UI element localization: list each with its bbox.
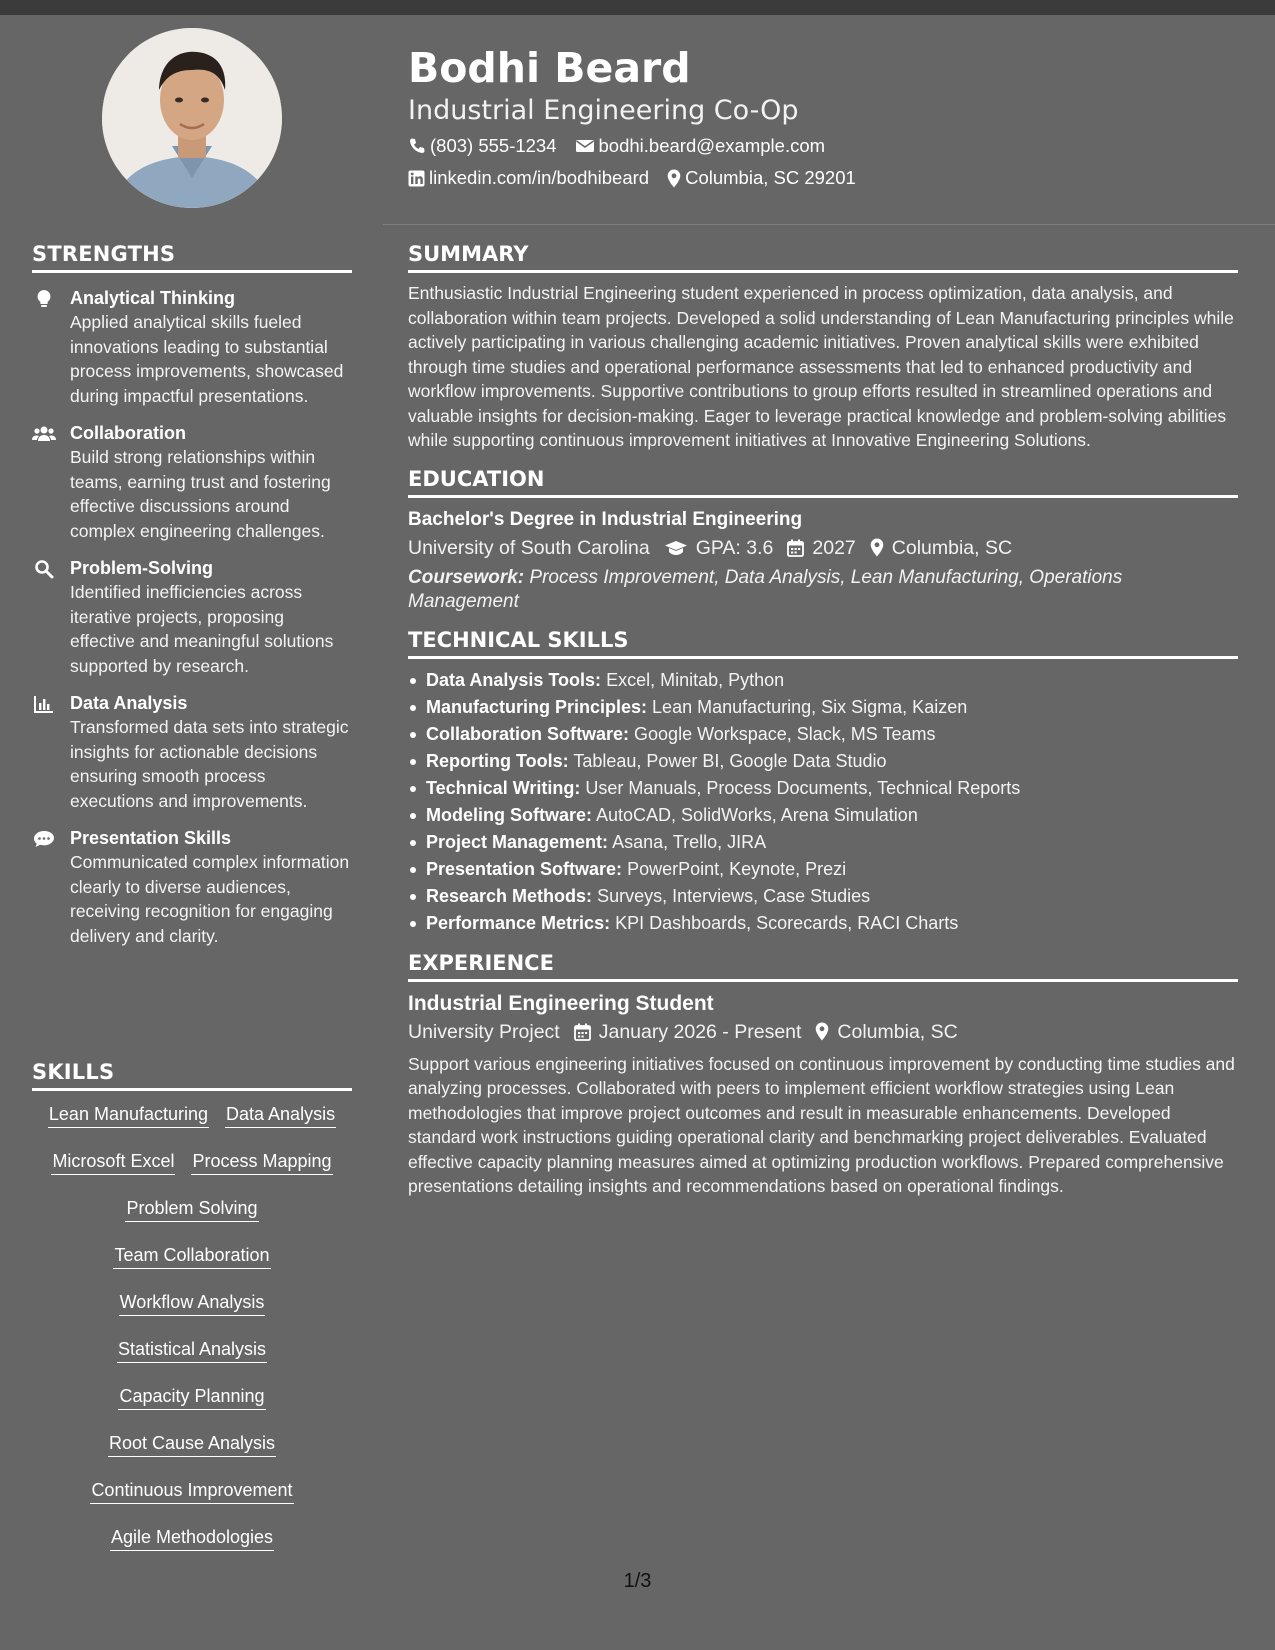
envelope-icon: [575, 138, 595, 154]
calendar-icon: [574, 1023, 591, 1041]
experience-meta: [408, 1018, 1238, 1046]
summary-text: Enthusiastic Industrial Engineering student experienced in process optimization, data analysis, and collaboration within team projects. Developed a solid understanding of Lean Manufacturing principles while actively participating in various challenging academic initiatives. Proven analytical skills were exhibited through time studies and operational performance assessments that led to enhanced productivity and workflow improvements. Supportive contributions to group efforts resulted in streamlined operations and valuable insights for decision-making. Eager to leverage practical knowledge and problem-solving abilities while supporting continuous improvement initiatives at Innovative Engineering Solutions.: [408, 283, 1234, 450]
skill-value: PowerPoint, Keynote, Prezi: [627, 858, 847, 879]
email-address: bodhi.beard@example.com: [598, 135, 826, 156]
school-name: [408, 534, 650, 562]
strength-desc: Communicated complex information clearly to diverse audiences, receiving recognition for engaging delivery and clarity.: [70, 852, 350, 946]
right-column: [408, 242, 1238, 1213]
strength-desc: Build strong relationships within teams, earning trust and fostering effective discussions around complex engineering challenges.: [70, 447, 331, 541]
list-item: [408, 829, 1238, 856]
summary-section: [408, 242, 1238, 453]
skill-value: User Manuals, Process Documents, Technical Reports: [585, 777, 1021, 798]
degree-title: Bachelor's Degree in Industrial Engineering: [408, 508, 803, 530]
strengths-title: STRENGTHS: [32, 242, 352, 273]
strength-desc: Identified inefficiencies across iterative projects, proposing effective and meaningful solutions supported by research.: [70, 582, 334, 676]
skill-label: Research Methods:: [426, 885, 593, 906]
strength-title: Data Analysis: [70, 693, 188, 713]
skill-label: Modeling Software:: [426, 804, 592, 825]
page-number: 1/3: [623, 1570, 652, 1592]
technical-skills-title: TECHNICAL SKILLS: [408, 628, 1238, 659]
skill-tag: Agile Methodologies: [110, 1522, 274, 1551]
strength-item: [32, 827, 352, 948]
strength-item: [32, 287, 352, 408]
list-item: [408, 910, 1238, 937]
linkedin-icon: [408, 170, 425, 187]
skill-label: Data Analysis Tools:: [426, 669, 602, 690]
skill-value: Google Workspace, Slack, MS Teams: [634, 723, 936, 744]
skill-tag: Statistical Analysis: [117, 1334, 267, 1363]
list-item: [408, 802, 1238, 829]
strength-desc: Transformed data sets into strategic insights for actionable decisions ensuring smooth process executions and improvements.: [70, 717, 349, 811]
skill-tag: Lean Manufacturing: [48, 1099, 209, 1128]
list-item: [408, 667, 1238, 694]
technical-skills-section: [408, 628, 1238, 937]
contact-row: [408, 164, 1238, 192]
strength-title: Presentation Skills: [70, 828, 232, 848]
users-icon: [32, 423, 56, 445]
map-pin-icon: [870, 538, 884, 557]
email-contact[interactable]: [575, 132, 826, 160]
experience-text: Support various engineering initiatives focused on continuous improvement by conducting time studies and analyzing processes. Collaborated with peers to implement efficient workflow strategies using Lean methodologies that improve project outcomes and result in measurable enhancements. Developed standard work instructions guiding operational clarity and benchmarking project deliverables. Evaluated effective capacity planning measures aimed at optimizing production workflows. Prepared comprehensive presentations detailing insights and recommendations based on operational findings.: [408, 1053, 1235, 1196]
candidate-name: Bodhi Beard: [408, 44, 691, 92]
summary-title: SUMMARY: [408, 242, 1238, 273]
skill-value: Asana, Trello, JIRA: [612, 831, 767, 852]
strength-item: [32, 557, 352, 678]
gpa-text: GPA: 3.6: [695, 536, 774, 559]
education-title: EDUCATION: [408, 467, 1238, 498]
skill-value: AutoCAD, SolidWorks, Arena Simulation: [596, 804, 918, 825]
header-divider: [383, 224, 1275, 225]
linkedin-contact[interactable]: [408, 164, 649, 192]
skill-tag: Problem Solving: [125, 1193, 258, 1222]
skill-label: Reporting Tools:: [426, 750, 569, 771]
skill-tag: Process Mapping: [191, 1146, 332, 1175]
skills-title: SKILLS: [32, 1060, 352, 1091]
skill-tag: Continuous Improvement: [90, 1475, 293, 1504]
skill-tags: [32, 1099, 352, 1569]
list-item: [408, 694, 1238, 721]
bar-chart-icon: [32, 693, 56, 715]
skill-tag: Data Analysis: [225, 1099, 336, 1128]
year-item: [787, 534, 855, 562]
skill-label: Collaboration Software:: [426, 723, 630, 744]
strength-title: Collaboration: [70, 423, 186, 443]
skill-tag: Microsoft Excel: [51, 1146, 175, 1175]
skill-label: Presentation Software:: [426, 858, 623, 879]
skill-tag: Root Cause Analysis: [108, 1428, 276, 1457]
skill-value: Tableau, Power BI, Google Data Studio: [573, 750, 887, 771]
skills-section: [32, 1060, 352, 1569]
skill-label: Technical Writing:: [426, 777, 581, 798]
top-bar: [0, 0, 1275, 15]
coursework-list: Process Improvement, Data Analysis, Lean Manufacturing, Operations Management: [408, 566, 1123, 612]
graduation-cap-icon: [664, 540, 688, 556]
phone-number: (803) 555-1234: [430, 135, 557, 156]
location-text: Columbia, SC 29201: [685, 167, 856, 188]
chat-icon: [32, 828, 56, 850]
skill-label: Manufacturing Principles:: [426, 696, 648, 717]
skill-value: Excel, Minitab, Python: [606, 669, 785, 690]
dates-item: [574, 1018, 802, 1046]
skill-tag: Workflow Analysis: [119, 1287, 266, 1316]
experience-title: EXPERIENCE: [408, 951, 1238, 982]
skill-value: KPI Dashboards, Scorecards, RACI Charts: [615, 912, 959, 933]
list-item: [408, 748, 1238, 775]
skill-value: Surveys, Interviews, Case Studies: [597, 885, 871, 906]
strength-title: Analytical Thinking: [70, 288, 236, 308]
list-item: [408, 721, 1238, 748]
coursework: [408, 566, 1238, 614]
linkedin-url: linkedin.com/in/bodhibeard: [429, 167, 650, 188]
exp-location-text: Columbia, SC: [837, 1020, 958, 1043]
education-meta: [408, 534, 1238, 562]
list-item: [408, 775, 1238, 802]
exp-location-item: [815, 1018, 957, 1046]
gpa-item: [664, 534, 774, 562]
skill-tag: Team Collaboration: [113, 1240, 270, 1269]
candidate-role: Industrial Engineering Co-Op: [408, 95, 799, 126]
list-item: [408, 883, 1238, 910]
skill-value: Lean Manufacturing, Six Sigma, Kaizen: [652, 696, 968, 717]
org-text: University Project: [408, 1020, 560, 1043]
strength-item: [32, 422, 352, 543]
resume-header: [408, 42, 1238, 192]
education-section: [408, 467, 1238, 614]
strength-item: [32, 692, 352, 813]
map-pin-icon: [815, 1022, 829, 1041]
coursework-label: Coursework:: [408, 566, 525, 588]
profile-photo: [102, 28, 282, 208]
school-text: University of South Carolina: [408, 536, 650, 559]
phone-contact[interactable]: [408, 132, 557, 160]
search-icon: [32, 558, 56, 580]
strength-title: Problem-Solving: [70, 558, 214, 578]
org-item: [408, 1018, 560, 1046]
location-contact: [667, 164, 856, 192]
job-title: Industrial Engineering Student: [408, 991, 714, 1015]
list-item: [408, 856, 1238, 883]
strengths-section: [32, 242, 352, 948]
experience-section: [408, 951, 1238, 1199]
year-text: 2027: [812, 536, 856, 559]
dates-text: January 2026 - Present: [598, 1020, 802, 1043]
map-pin-icon: [667, 169, 681, 188]
lightbulb-icon: [32, 288, 56, 310]
phone-icon: [408, 137, 426, 155]
skill-tag: Capacity Planning: [118, 1381, 265, 1410]
technical-skills-list: [408, 667, 1238, 937]
edu-location-item: [870, 534, 1012, 562]
contact-row: [408, 132, 1238, 160]
skill-label: Performance Metrics:: [426, 912, 611, 933]
skill-label: Project Management:: [426, 831, 609, 852]
edu-location-text: Columbia, SC: [891, 536, 1013, 559]
strength-desc: Applied analytical skills fueled innovations leading to substantial process improvements, showcased during impactful presentations.: [70, 312, 344, 406]
calendar-icon: [787, 539, 804, 557]
